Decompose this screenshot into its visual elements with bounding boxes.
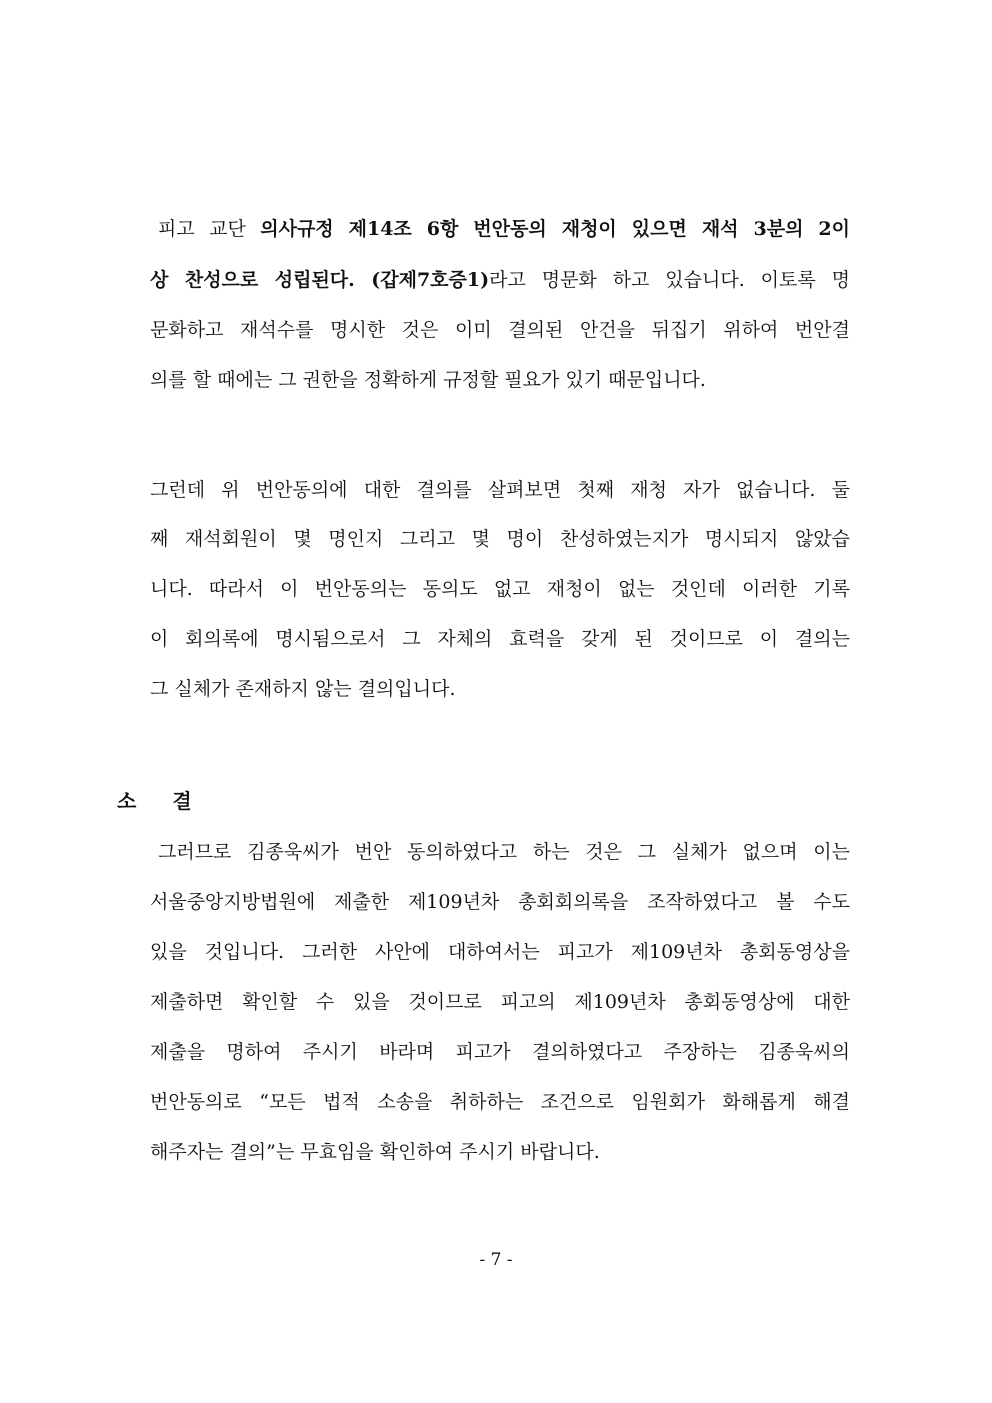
- section-heading-char2: 결: [172, 789, 192, 813]
- paragraph2-line4: 이 회의록에 명시됨으로서 그 자체의 효력을 갖게 된 것이므로 이 결의는: [150, 628, 850, 650]
- paragraph2-line3: 니다. 따라서 이 번안동의는 동의도 없고 재청이 없는 것인데 이러한 기록: [150, 578, 850, 600]
- section-heading: [117, 788, 192, 814]
- paragraph1-line3: 문화하고 재석수를 명시한 것은 이미 결의된 안건을 뒤집기 위하여 번안결: [150, 319, 850, 341]
- paragraph1-line1-plain: 피고 교단: [158, 218, 261, 240]
- paragraph1-line1-bold: 의사규정 제14조 6항 번안동의 재청이 있으면 재석 3분의 2이: [260, 218, 850, 240]
- paragraph3-line4: 제출하면 확인할 수 있을 것이므로 피고의 제109년차 총회동영상에 대한: [150, 991, 850, 1013]
- paragraph3-line5: 제출을 명하여 주시기 바라며 피고가 결의하였다고 주장하는 김종욱씨의: [150, 1041, 850, 1063]
- paragraph3-line7: 해주자는 결의”는 무효임을 확인하여 주시기 바랍니다.: [150, 1141, 600, 1163]
- page-number: - 7 -: [479, 1250, 513, 1270]
- paragraph3-line3: 있을 것입니다. 그러한 사안에 대하여서는 피고가 제109년차 총회동영상을: [150, 941, 850, 963]
- paragraph3-line6: 번안동의로 “모든 법적 소송을 취하하는 조건으로 임원회가 화해롭게 해결: [150, 1091, 850, 1113]
- paragraph3-line2: 서울중앙지방법원에 제출한 제109년차 총회회의록을 조작하였다고 볼 수도: [150, 891, 850, 913]
- paragraph1-line2: [150, 267, 850, 293]
- paragraph3-line1: 그러므로 김종욱씨가 번안 동의하였다고 하는 것은 그 실체가 없으며 이는: [158, 841, 850, 863]
- section-heading-char1: 소: [117, 789, 137, 813]
- paragraph2-line1: 그런데 위 번안동의에 대한 결의를 살펴보면 첫째 재청 자가 없습니다. 둘: [150, 479, 850, 501]
- paragraph1-line1: [158, 216, 850, 242]
- paragraph1-line4: 의를 할 때에는 그 권한을 정확하게 규정할 필요가 있기 때문입니다.: [150, 369, 706, 391]
- paragraph2-line5: 그 실체가 존재하지 않는 결의입니다.: [150, 678, 456, 700]
- paragraph1-line2-plain: 라고 명문화 하고 있습니다. 이토록 명: [489, 269, 850, 291]
- paragraph1-line2-bold: 상 찬성으로 성립된다. (갑제7호증1): [150, 269, 490, 291]
- paragraph2-line2: 째 재석회원이 몇 명인지 그리고 몇 명이 찬성하였는지가 명시되지 않았습: [150, 528, 850, 550]
